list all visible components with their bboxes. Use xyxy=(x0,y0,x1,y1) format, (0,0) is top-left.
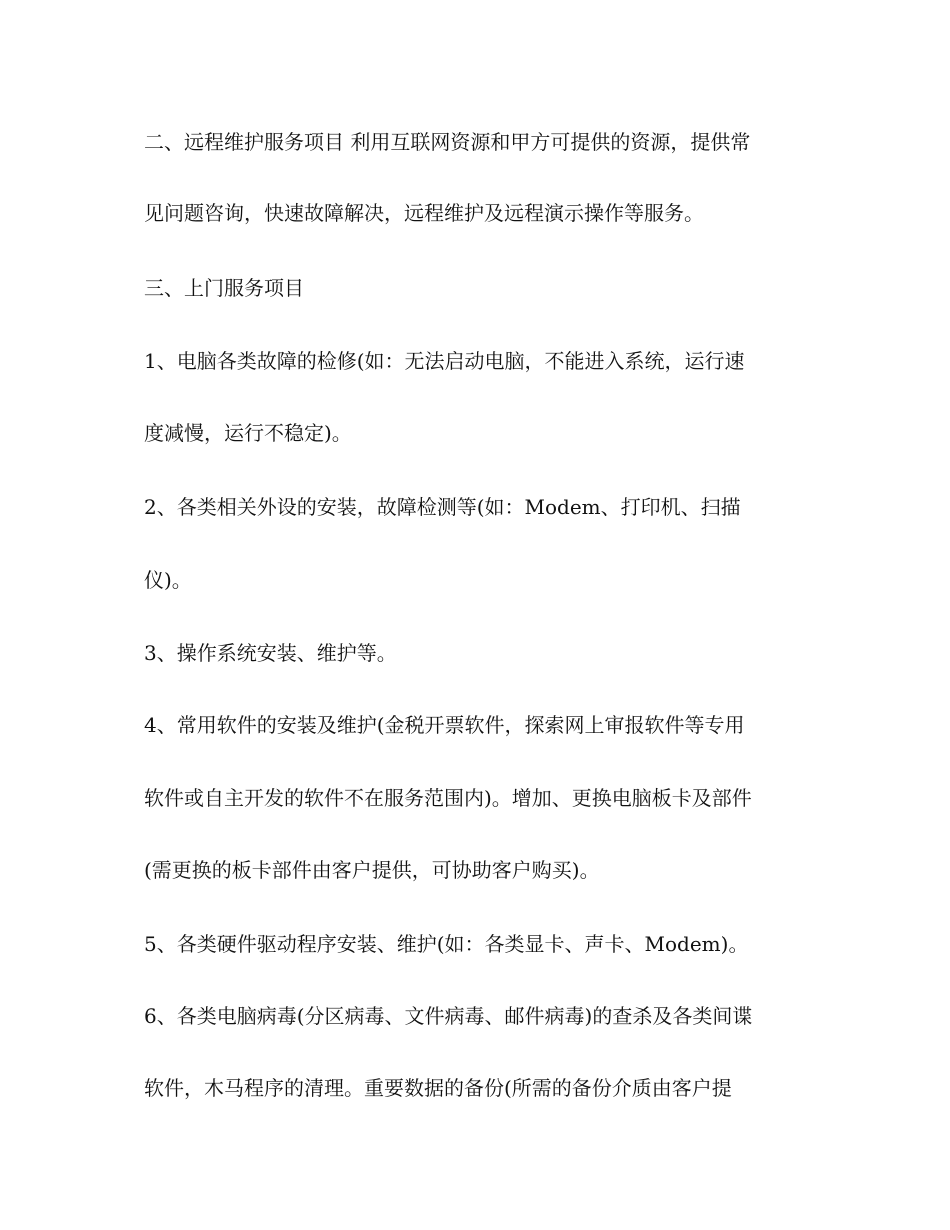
list-item: 6、各类电脑病毒(分区病毒、文件病毒、邮件病毒)的查杀及各类间谍 xyxy=(144,1004,753,1028)
text-line: 仪)。 xyxy=(144,568,192,592)
text-line: 度减慢，运行不稳定)。 xyxy=(144,421,352,445)
text-line: 软件，木马程序的清理。重要数据的备份(所需的备份介质由客户提 xyxy=(144,1076,732,1100)
list-item: 2、各类相关外设的安装，故障检测等(如：Modem、打印机、扫描 xyxy=(144,495,741,519)
text-line: 软件或自主开发的软件不在服务范围内)。增加、更换电脑板卡及部件 xyxy=(144,786,752,810)
list-item: 1、电脑各类故障的检修(如：无法启动电脑，不能进入系统，运行速 xyxy=(144,349,745,373)
list-item: 5、各类硬件驱动程序安装、维护(如：各类显卡、声卡、Modem)。 xyxy=(144,932,749,956)
section-heading: 三、上门服务项目 xyxy=(144,276,304,300)
text-line: (需更换的板卡部件由客户提供，可协助客户购买)。 xyxy=(144,858,600,882)
list-item: 4、常用软件的安装及维护(金税开票软件，探索网上审报软件等专用 xyxy=(144,713,745,737)
text-line: 二、远程维护服务项目 利用互联网资源和甲方可提供的资源，提供常 xyxy=(144,130,751,154)
text-line: 见问题咨询，快速故障解决，远程维护及远程演示操作等服务。 xyxy=(144,201,704,225)
list-item: 3、操作系统安装、维护等。 xyxy=(144,641,397,665)
